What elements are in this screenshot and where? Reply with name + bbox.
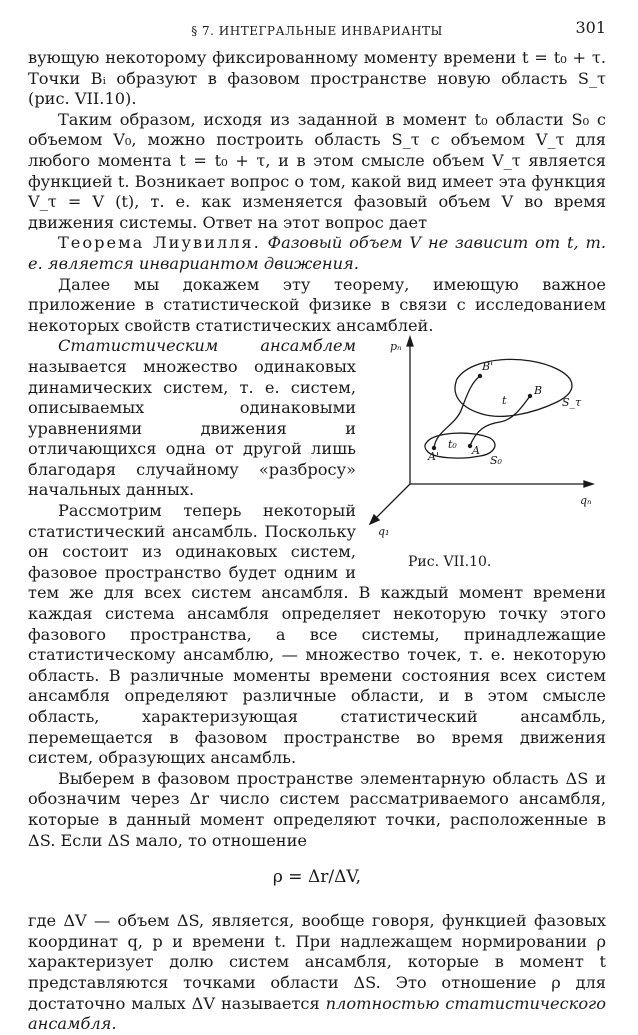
point-b-prime — [478, 374, 482, 378]
q1-axis — [372, 484, 410, 522]
label-a-prime: A' — [428, 450, 439, 464]
paragraph-1: вующую некоторому фиксированному моменту времени t = t₀ + τ. Точки Bᵢ образуют в фазовом пространстве новую область S_τ (рис. VII.10). — [28, 48, 606, 109]
figure-caption: Рис. VII.10. — [408, 554, 492, 571]
label-t: t — [502, 394, 507, 408]
point-b — [528, 394, 532, 398]
book-page — [28, 18, 606, 1035]
section-title: § 7. ИНТЕГРАЛЬНЫЕ ИНВАРИАНТЫ — [191, 24, 443, 38]
label-a: A — [472, 444, 480, 458]
theorem — [28, 233, 606, 274]
label-qn: qₙ — [580, 494, 592, 508]
figure-phase-space — [366, 338, 606, 580]
theorem-statement: Фазовый объем V не зависит от t, т. е. является инвариантом движения. — [28, 233, 606, 273]
label-s0: S₀ — [490, 454, 502, 468]
density-formula: ρ = Δr/ΔV, — [272, 867, 362, 888]
pn-arrow — [407, 337, 413, 346]
page-number: 301 — [575, 18, 606, 37]
paragraph-4-body: называется множество одинаковых динамических систем, т. е. систем, описываемых одинаковыми уравнениями движения и отличающихся одна от другой лишь благодаря случайному «разбросу» начальных данных. — [28, 356, 356, 500]
region-s-tau — [455, 360, 572, 417]
paragraph-6: Выберем в фазовом пространстве элементарную область ΔS и обозначим через Δr число систем рассматриваемого ансамбля, которые в данный момент определяют точки, расположенные в ΔS. Если ΔS мало, то отношение — [28, 768, 606, 850]
term-ensemble: Статистическим ансамблем — [58, 336, 356, 356]
label-pn: pₙ — [390, 340, 402, 354]
term-density: плотностью статистического ансамбля. — [28, 993, 606, 1034]
running-header — [28, 18, 606, 48]
label-t0: t₀ — [448, 438, 457, 452]
label-q1: q₁ — [378, 525, 390, 539]
phase-space-diagram — [362, 334, 612, 550]
paragraph-7 — [28, 911, 606, 1035]
paragraph-2: Таким образом, исходя из заданной в момент t₀ области S₀ с объемом V₀, можно построить область S_τ с объемом V_τ для любого момента t = t₀ + τ, и в этом смысле объем V_τ является функцией t. Возникает вопрос о том, какой вид имеет эта функция V_τ = V (t), т. е. как изменяется фазовый объем V во время движения системы. Ответ на этот вопрос дает — [28, 109, 606, 232]
trajectory-a — [470, 396, 530, 446]
qn-arrow — [584, 481, 593, 487]
label-b: B — [534, 384, 543, 398]
paragraph-5: Рассмотрим теперь некоторый статистический ансамбль. Поскольку он состоит из одинаковых систем, фазовое пространство будет одним и тем же для всех систем ансамбля. В каждый момент времени каждая система ансамбля определяет некоторую точку этого фазового пространства, а все системы, принадлежащие статистическому ансамблю, — множество точек, т. е. некоторую область. В различные моменты времени состояния всех систем ансамбля определяют различные области, и в этом смысле область, характеризующая статистический ансамбль, перемещается в фазовом пространстве во время движения систем, образующих ансамбль. — [28, 501, 606, 768]
paragraph-3: Далее мы докажем эту теорему, имеющую важное приложение в статистической физике в связи с исследованием некоторых свойств статистических ансамблей. — [28, 274, 606, 335]
label-s-tau: S_τ — [562, 396, 582, 410]
paragraph-7-body: где ΔV — объем ΔS, является, вообще говоря, функцией фазовых координат q, p и времени t. При надлежащем нормировании ρ характеризует долю систем ансамбля, которые в момент t представляются точками области ΔS. Это отношение ρ для достаточно малых ΔV называется — [28, 911, 606, 1013]
theorem-label: Теорема Лиувилля. — [58, 233, 261, 253]
trajectory-a-prime — [434, 376, 480, 448]
label-b-prime: B' — [482, 360, 494, 374]
